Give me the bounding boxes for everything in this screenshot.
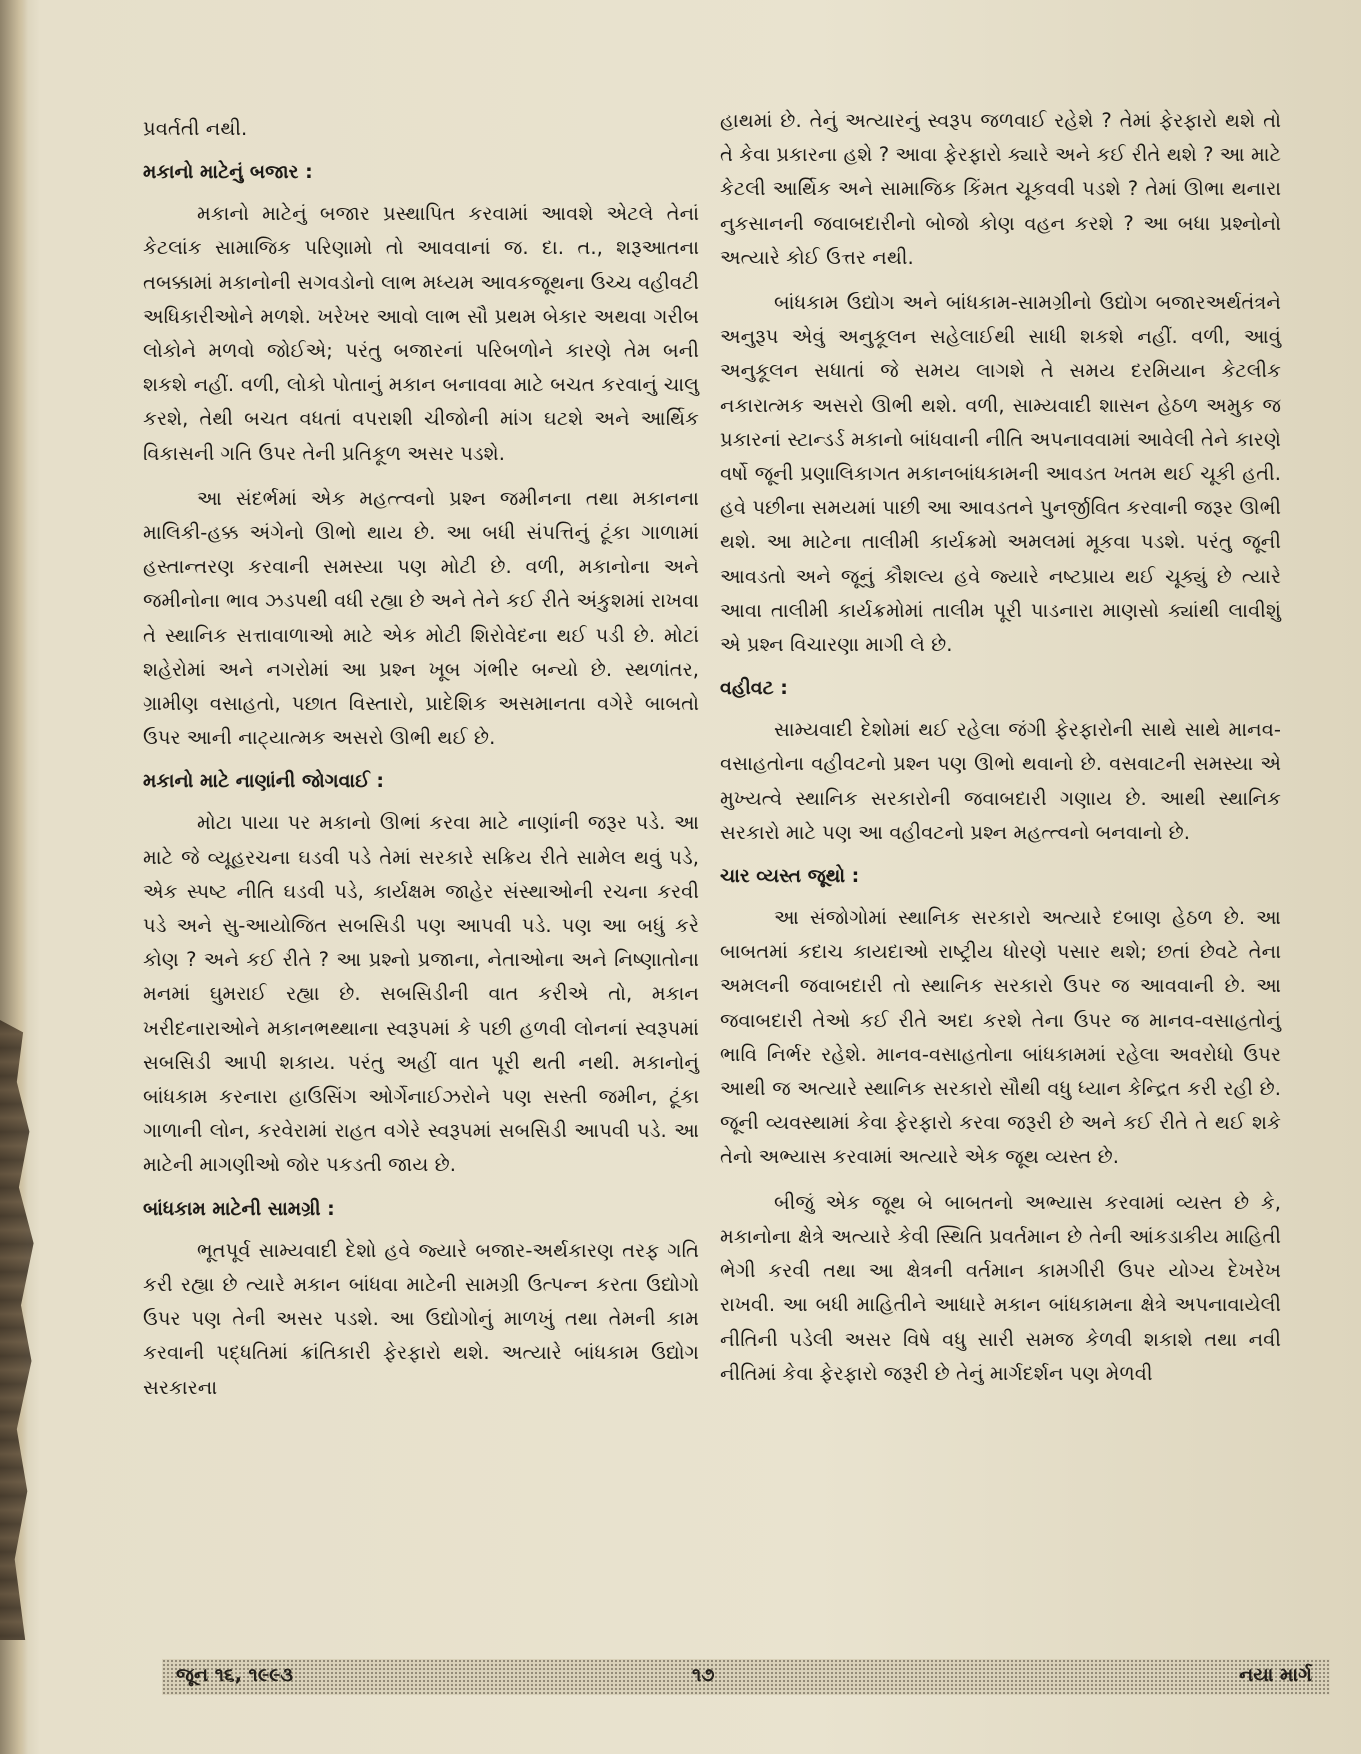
paragraph: હાથમાં છે. તેનું અત્યારનું સ્વરૂપ જળવાઈ રહેશે ? તેમાં ફેરફારો થશે તો તે કેવા પ્રકારના હશે ? આવા ફેરફારો ક્યારે અને કઈ રીતે થશે ? આ માટે કેટલી આર્થિક અને સામાજિક કિંમત ચૂકવવી પડશે ? તેમાં ઊભા થનારા નુકસાનની જવાબદારીનો બોજો કોણ વહન કરશે ? આ બધા પ્રશ્નોનો અત્યારે કોઈ ઉત્તર નથી. xyxy=(720,109,1281,269)
section-heading: મકાનો માટે નાણાંની જોગવાઈ : xyxy=(143,770,384,793)
paragraph: બાંધકામ ઉદ્યોગ અને બાંધકામ-સામગ્રીનો ઉદ્યોગ બજારઅર્થતંત્રને અનુરૂપ એવું અનુકૂલન સહેલાઈથી સાધી શકશે નહીં. વળી, આવું અનુકૂલન સધાતાં જે સમય લાગશે તે સમય દરમિયાન કેટલીક નકારાત્મક અસરો ઊભી થશે. વળી, સામ્યવાદી શાસન હેઠળ અમુક જ પ્રકારનાં સ્ટાન્ડર્ડ મકાનો બાંધવાની નીતિ અપનાવવામાં આવેલી તેને કારણે વર્ષો જૂની પ્રણાલિકાગત મકાનબાંધકામની આવડત ખતમ થઈ ચૂકી હતી. હવે પછીના સમયમાં પાછી આ આવડતને પુનર્જીવિત કરવાની જરૂર ઊભી થશે. આ માટેના તાલીમી કાર્યક્રમો અમલમાં મૂકવા પડશે. પરંતુ જૂની આવડતો અને જૂનું કૌશલ્ય હવે જ્યારે નષ્ટપ્રાય થઈ ચૂક્યું છે ત્યારે આવા તાલીમી કાર્યક્રમોમાં તાલીમ પૂરી પાડનારા માણસો ક્યાંથી લાવીશું એ પ્રશ્ન વિચારણા માગી લે છે. xyxy=(720,291,1281,657)
page-number: ૧૭ xyxy=(692,1664,715,1686)
magazine-name: નયા માર્ગ xyxy=(1239,1664,1312,1686)
paragraph: સામ્યવાદી દેશોમાં થઈ રહેલા જંગી ફેરફારોની સાથે સાથે માનવ-વસાહતોના વહીવટનો પ્રશ્ન પણ ઊભો થવાનો છે. વસવાટની સમસ્યા એ મુખ્યત્વે સ્થાનિક સરકારોની જવાબદારી ગણાય છે. આથી સ્થાનિક સરકારો માટે પણ આ વહીવટનો પ્રશ્ન મહત્ત્વનો બનવાનો છે. xyxy=(720,718,1281,844)
paragraph: પ્રવર્તતી નથી. xyxy=(143,117,248,140)
section-heading: વહીવટ : xyxy=(720,677,788,700)
paragraph: ભૂતપૂર્વ સામ્યવાદી દેશો હવે જ્યારે બજાર-અર્થકારણ તરફ ગતિ કરી રહ્યા છે ત્યારે મકાન બાંધવા માટેની સામગ્રી ઉત્પન્ન કરતા ઉદ્યોગો ઉપર પણ તેની અસર પડશે. આ ઉદ્યોગોનું માળખું તથા તેમની કામ કરવાની પદ્ધતિમાં ક્રાંતિકારી ફેરફારો થશે. અત્યારે બાંધકામ ઉદ્યોગ સરકારના xyxy=(143,1238,699,1399)
paragraph: આ સંદર્ભમાં એક મહત્ત્વનો પ્રશ્ન જમીનના તથા મકાનના માલિકી-હક્ક અંગેનો ઊભો થાય છે. આ બધી સંપત્તિનું ટૂંકા ગાળામાં હસ્તાન્તરણ કરવાની સમસ્યા પણ મોટી છે. વળી, મકાનોના અને જમીનોના ભાવ ઝડપથી વધી રહ્યા છે અને તેને કઈ રીતે અંકુશમાં રાખવા તે સ્થાનિક સત્તાવાળાઓ માટે એક મોટી શિરોવેદના થઈ પડી છે. મોટાં શહેરોમાં અને નગરોમાં આ પ્રશ્ન ખૂબ ગંભીર બન્યો છે. સ્થળાંતર, ગ્રામીણ વસાહતો, પછાત વિસ્તારો, પ્રાદેશિક અસમાનતા વગેરે બાબતો ઉપર આની નાટ્યાત્મક અસરો ઊભી થઈ છે. xyxy=(143,486,699,750)
left-column xyxy=(143,112,699,1416)
section-heading: મકાનો માટેનું બજાર : xyxy=(143,161,313,184)
section-heading: ચાર વ્યસ્ત જૂથો : xyxy=(720,865,860,888)
paragraph: બીજું એક જૂથ બે બાબતનો અભ્યાસ કરવામાં વ્યસ્ત છે કે, મકાનોના ક્ષેત્રે અત્યારે કેવી સ્થિતિ પ્રવર્તમાન છે તેની આંકડાકીય માહિતી ભેગી કરવી તથા આ ક્ષેત્રની વર્તમાન કામગીરી ઉપર યોગ્ય દેખરેખ રાખવી. આ બધી માહિતીને આધારે મકાન બાંધકામના ક્ષેત્રે અપનાવાયેલી નીતિની પડેલી અસર વિષે વધુ સારી સમજ કેળવી શકાશે તથા નવી નીતિમાં કેવા ફેરફારો જરૂરી છે તેનું માર્ગદર્શન પણ મેળવી xyxy=(720,1190,1281,1385)
section-heading: બાંધકામ માટેની સામગ્રી : xyxy=(143,1197,335,1220)
paragraph: આ સંજોગોમાં સ્થાનિક સરકારો અત્યારે દબાણ હેઠળ છે. આ બાબતમાં કદાચ કાયદાઓ રાષ્ટ્રીય ધોરણે પસાર થશે; છતાં છેવટે તેના અમલની જવાબદારી તો સ્થાનિક સરકારો ઉપર જ આવવાની છે. આ જવાબદારી તેઓ કઈ રીતે અદા કરશે તેના ઉપર જ માનવ-વસાહતોનું ભાવિ નિર્ભર રહેશે. માનવ-વસાહતોના બાંધકામમાં રહેલા અવરોધો ઉપર આથી જ અત્યારે સ્થાનિક સરકારો સૌથી વધુ ધ્યાન કેન્દ્રિત કરી રહી છે. જૂની વ્યવસ્થામાં કેવા ફેરફારો કરવા જરૂરી છે અને કઈ રીતે તે થઈ શકે તેનો અભ્યાસ કરવામાં અત્યારે એક જૂથ વ્યસ્ત છે. xyxy=(720,906,1281,1169)
page-footer xyxy=(162,1659,1330,1695)
paragraph: મોટા પાયા પર મકાનો ઊભાં કરવા માટે નાણાંની જરૂર પડે. આ માટે જે વ્યૂહરચના ઘડવી પડે તેમાં સરકારે સક્રિય રીતે સામેલ થવું પડે, એક સ્પષ્ટ નીતિ ઘડવી પડે, કાર્યક્ષમ જાહેર સંસ્થાઓની રચના કરવી પડે અને સુ-આયોજિત સબસિડી પણ આપવી પડે. પણ આ બધું કરે કોણ ? અને કઈ રીતે ? આ પ્રશ્નો પ્રજાના, નેતાઓના અને નિષ્ણાતોના મનમાં ઘુમરાઈ રહ્યા છે. સબસિડીની વાત કરીએ તો, મકાન ખરીદનારાઓને મકાનભથ્થાના સ્વરૂપમાં કે પછી હળવી લોનનાં સ્વરૂપમાં સબસિડી આપી શકાય. પરંતુ અહીં વાત પૂરી થતી નથી. મકાનોનું બાંધકામ કરનારા હાઉસિંગ ઓર્ગેનાઈઝરોને પણ સસ્તી જમીન, ટૂંકા ગાળાની લોન, કરવેરામાં રાહત વગેરે સ્વરૂપમાં સબસિડી આપવી પડે. આ માટેની માગણીઓ જોર પકડતી જાય છે. xyxy=(143,811,699,1177)
issue-date: જૂન ૧૬, ૧૯૯૩ xyxy=(176,1664,293,1686)
paragraph: મકાનો માટેનું બજાર પ્રસ્થાપિત કરવામાં આવશે એટલે તેનાં કેટલાંક સામાજિક પરિણામો તો આવવાનાં જ. દા. ત., શરૂઆતના તબક્કામાં મકાનોની સગવડોનો લાભ મધ્યમ આવકજૂથના ઉચ્ચ વહીવટી અધિકારીઓને મળશે. ખરેખર આવો લાભ સૌ પ્રથમ બેકાર અથવા ગરીબ લોકોને મળવો જોઈએ; પરંતુ બજારનાં પરિબળોને કારણે તેમ બની શકશે નહીં. વળી, લોકો પોતાનું મકાન બનાવવા માટે બચત કરવાનું ચાલુ કરશે, તેથી બચત વધતાં વપરાશી ચીજોની માંગ ઘટશે અને આર્થિક વિકાસની ગતિ ઉપર તેની પ્રતિકૂળ અસર પડશે. xyxy=(143,202,699,465)
right-column xyxy=(720,104,1281,1402)
